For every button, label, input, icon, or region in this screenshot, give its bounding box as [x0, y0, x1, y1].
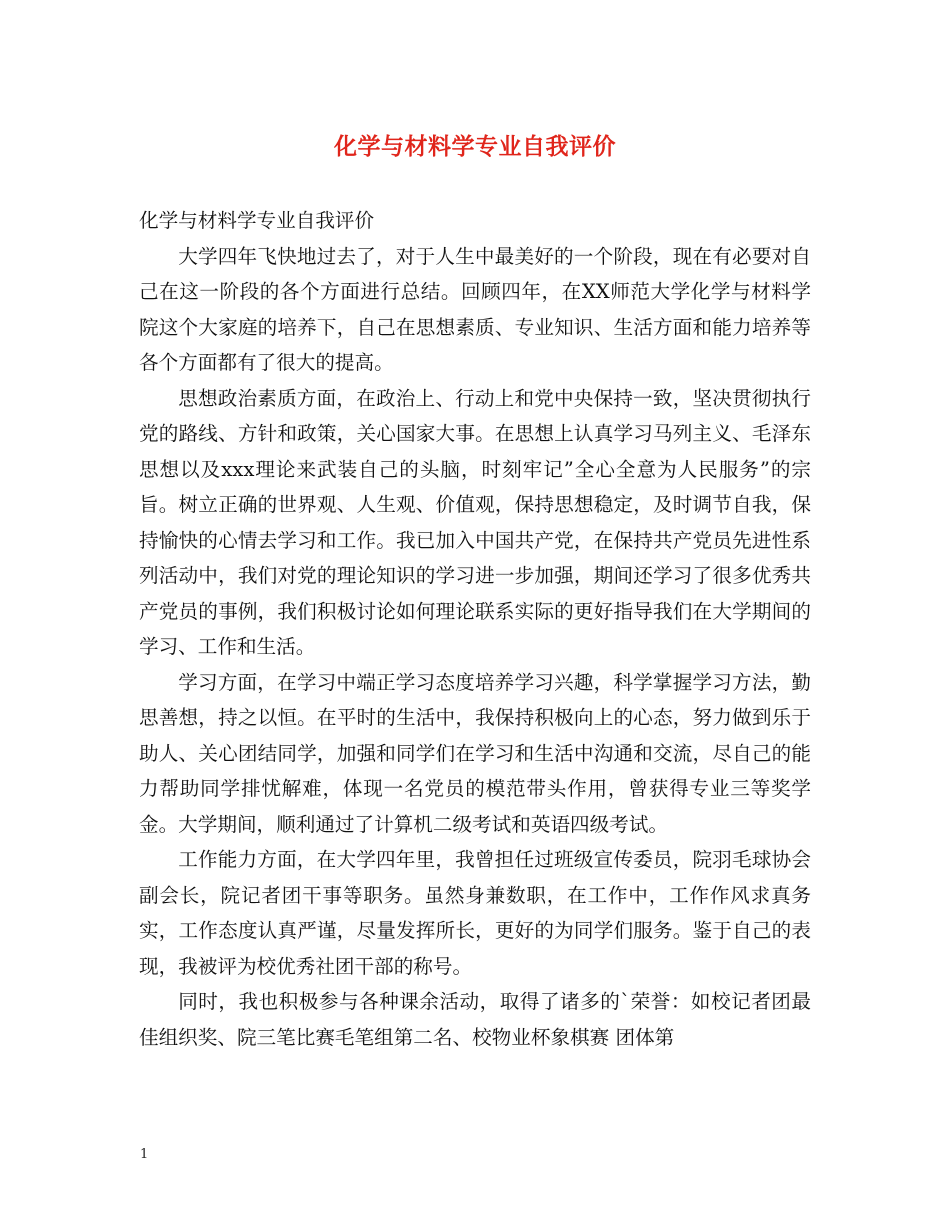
paragraph-activities: 同时，我也积极参与各种课余活动，取得了诸多的`荣誉：如校记者团最佳组织奖、院三笔比赛毛笔组第二名、校物业杯象棋赛 团体第 [139, 990, 811, 1049]
document-body [139, 203, 811, 1055]
paragraph-study: 学习方面，在学习中端正学习态度培养学习兴趣，科学掌握学习方法，勤思善想，持之以恒。在平时的生活中，我保持积极向上的心态，努力做到乐于助人、关心团结同学，加强和同学们在学习和生活中沟通和交流，尽自己的能力帮助同学排忧解难，体现一名党员的模范带头作用，曾获得专业三等奖学金。大学期间，顺利通过了计算机二级考试和英语四级考试。 [139, 670, 811, 836]
page-number: 1 [140, 1147, 149, 1162]
document-title: 化学与材料学专业自我评价 [334, 133, 616, 160]
paragraph-political: 思想政治素质方面，在政治上、行动上和党中央保持一致，坚决贯彻执行党的路线、方针和政策，关心国家大事。在思想上认真学习马列主义、毛泽东思想以及xxx理论来武装自己的头脑，时刻牢记”全心全意为人民服务”的宗旨。树立正确的世界观、人生观、价值观，保持思想稳定，及时调节自我，保持愉快的心情去学习和工作。我已加入中国共产党，在保持共产党员先进性系列活动中，我们对党的理论知识的学习进一步加强，期间还学习了很多优秀共产党员的事例，我们积极讨论如何理论联系实际的更好指导我们在大学期间的学习、工作和生活。 [139, 386, 811, 658]
paragraph-work: 工作能力方面，在大学四年里，我曾担任过班级宣传委员，院羽毛球协会副会长，院记者团干事等职务。虽然身兼数职，在工作中，工作作风求真务实，工作态度认真严谨，尽量发挥所长，更好的为同学们服务。鉴于自己的表现，我被评为校优秀社团干部的称号。 [139, 848, 811, 978]
document-subtitle: 化学与材料学专业自我评价 [139, 209, 375, 232]
paragraph-intro: 大学四年飞快地过去了，对于人生中最美好的一个阶段，现在有必要对自己在这一阶段的各个方面进行总结。回顾四年，在XX师范大学化学与材料学院这个大家庭的培养下，自己在思想素质、专业知识、生活方面和能力培养等各个方面都有了很大的提高。 [139, 244, 811, 374]
